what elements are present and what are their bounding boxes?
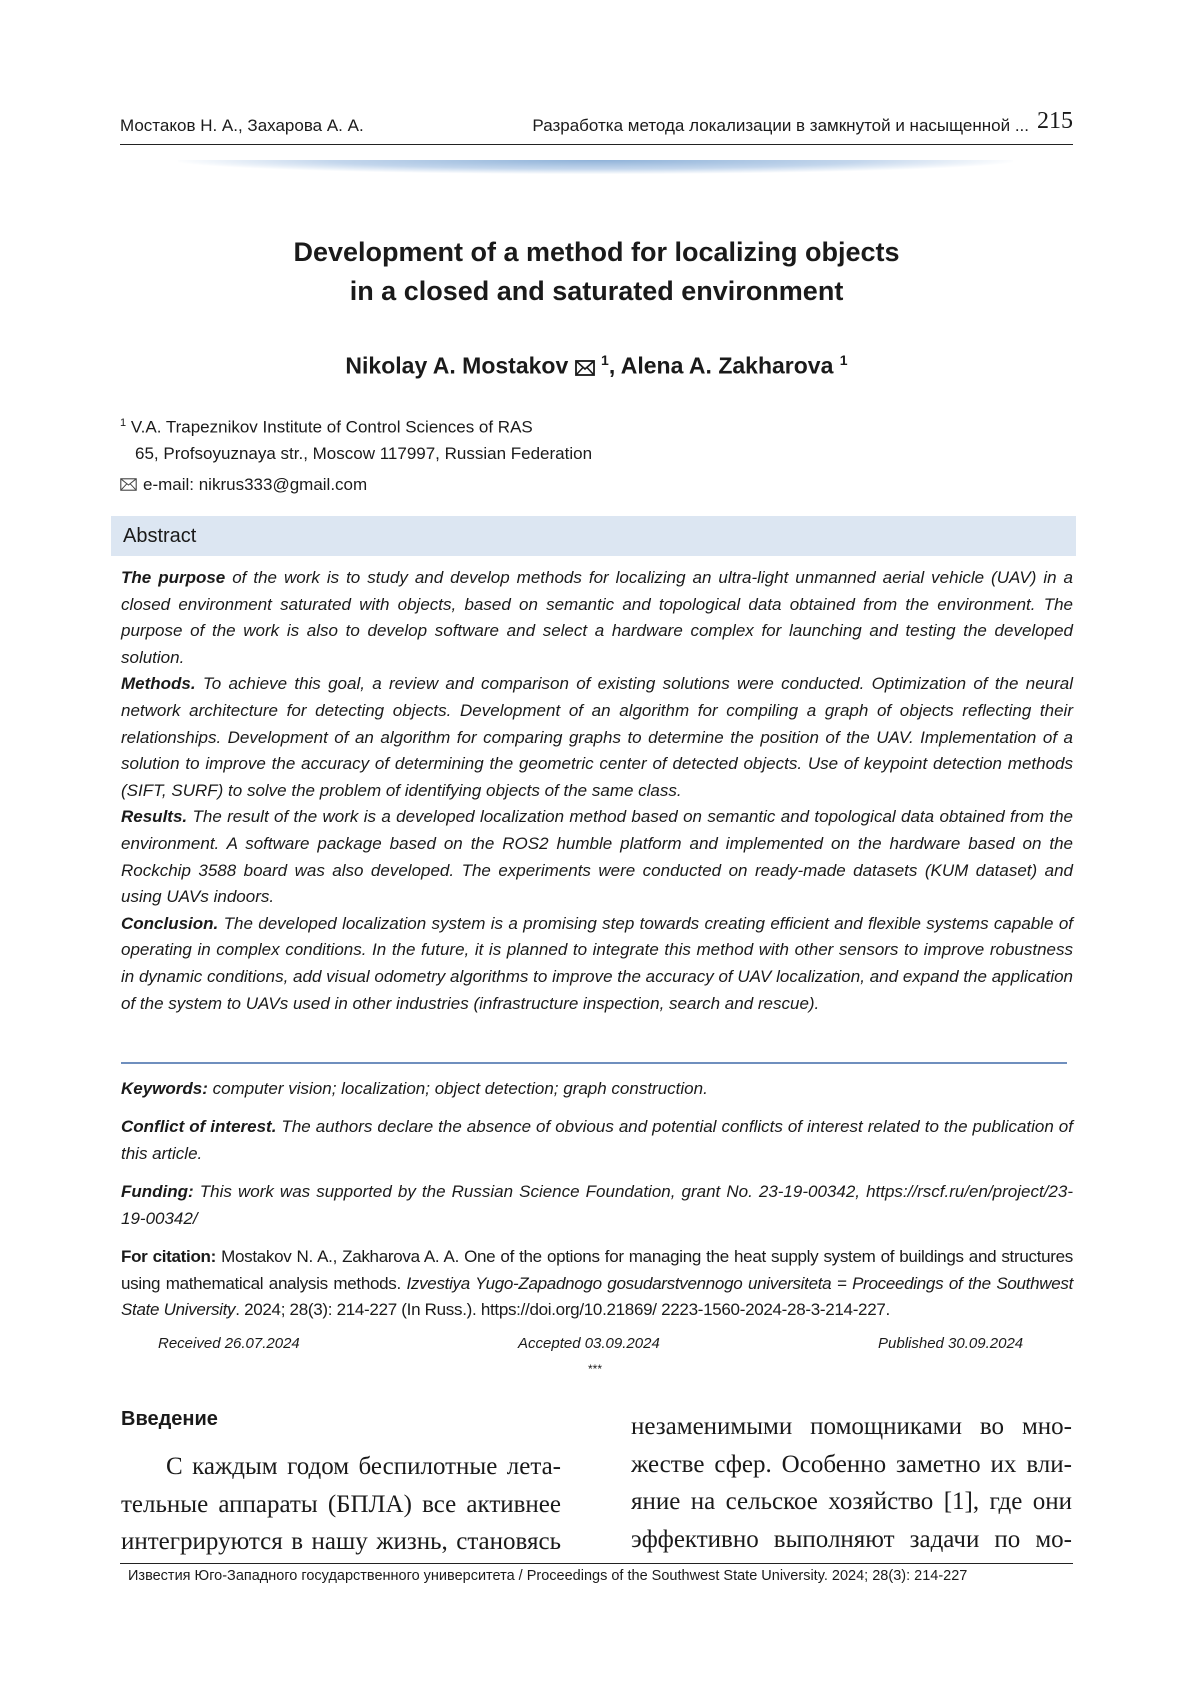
envelope-icon bbox=[575, 355, 595, 382]
body-line: жестве сфер. Особенно заметно их вли- bbox=[631, 1450, 1072, 1478]
abstract-heading: Abstract bbox=[123, 525, 197, 547]
citation-doi: . 2024; 28(3): 214-227 (In Russ.). https://doi.org/10.21869/ 2223-1560-2024-28-3-214-227. bbox=[235, 1300, 890, 1320]
running-head bbox=[120, 108, 1073, 145]
citation bbox=[121, 1244, 1073, 1324]
body-line: яние на сельское хозяйство [1], где они bbox=[631, 1488, 1072, 1515]
abstract-methods bbox=[121, 671, 1073, 804]
intro-heading: Введение bbox=[121, 1408, 218, 1430]
contact-email bbox=[120, 475, 367, 496]
article-title bbox=[120, 233, 1073, 311]
funding-text: This work was supported by the Russian Science Foundation, grant No. 23-19-00342, https://rscf.ru/en/project/23-19-00342/ bbox=[121, 1182, 1073, 1228]
email-address: e-mail: nikrus333@gmail.com bbox=[143, 475, 368, 494]
body-line: незаменимыми помощниками во мно- bbox=[631, 1413, 1072, 1440]
abstract-conclusion bbox=[121, 911, 1073, 1017]
body-line: эффективно выполняют задачи по мо- bbox=[631, 1525, 1072, 1553]
author-separator: , bbox=[608, 352, 616, 379]
abstract-heading-bar bbox=[111, 516, 1076, 556]
author-affiliation-marker: 1 bbox=[839, 352, 848, 368]
article-title-line-2: in a closed and saturated environment bbox=[349, 276, 844, 306]
abstract-purpose-label: The purpose bbox=[121, 568, 226, 587]
article-title-line-1: Development of a method for localizing objects bbox=[293, 237, 900, 267]
abstract-results-label: Results. bbox=[121, 807, 188, 827]
envelope-icon bbox=[120, 476, 137, 496]
affiliation-marker: 1 bbox=[120, 417, 127, 429]
abstract-results-text: The result of the work is a developed localization method based on semantic and topological data obtained from the environment. A software package based on the ROS2 humble platform and implemented on the hardware based on the Rockchip 3588 board was also developed. The experiments were conducted on ready-made datasets (KUM dataset) and using UAVs indoors. bbox=[121, 807, 1073, 907]
abstract-conclusion-text: The developed localization system is a promising step towards creating efficient and flexible systems capable of operating in complex conditions. In the future, it is planned to integrate this method with other sensors to improve robustness in dynamic conditions, add visual odometry algorithms to improve the accuracy of UAV localization, and expand the application of the system to UAVs used in other industries (infrastructure inspection, search and rescue). bbox=[121, 913, 1073, 1013]
body-column-left bbox=[121, 1448, 561, 1561]
author-name: Alena A. Zakharova bbox=[620, 352, 834, 379]
conflict-label: Conflict of interest. bbox=[121, 1117, 277, 1136]
affiliation bbox=[120, 410, 592, 467]
footer-journal-citation: Известия Юго-Западного государственного университета / Proceedings of the Southwest State University. 2024; 28(3): 214-227 bbox=[128, 1568, 968, 1584]
conflict-of-interest bbox=[121, 1114, 1073, 1167]
abstract-methods-text: To achieve this goal, a review and comparison of existing solutions were conducted. Optimization of the neural network architecture for detecting objects. Development of an algorithm for compiling a graph of objects reflecting their relationships. Development of an algorithm for comparing graphs to determine the position of the UAV. Implementation of a solution to improve the accuracy of determining the geometric center of detected objects. Use of keypoint detection methods (SIFT, SURF) to solve the problem of identifying objects of the same class. bbox=[121, 674, 1073, 800]
affiliation-institute: V.A. Trapeznikov Institute of Control Sciences of RAS bbox=[130, 417, 533, 437]
abstract-purpose-text: of the work is to study and develop methods for localizing an ultra-light unmanned aerial vehicle (UAV) in a closed environment saturated with objects, based on semantic and topological data obtained from the environment. The purpose of the work is also to develop software and select a hardware complex for launching and testing the developed solution. bbox=[121, 568, 1073, 667]
author-name: Nikolay A. Mostakov bbox=[345, 352, 569, 379]
body-column-right bbox=[631, 1408, 1072, 1558]
citation-journal: Izvestiya Yugo-Zapadnogo gosudarstvennogo universiteta = Proceedings of the Southwest State University bbox=[121, 1273, 1073, 1320]
author-list bbox=[120, 352, 1073, 382]
header-decoration bbox=[178, 160, 1013, 174]
conflict-text: The authors declare the absence of obvious and potential conflicts of interest related to the publication of this article. bbox=[121, 1117, 1073, 1163]
body-line: тельные аппараты (БПЛА) все активнее bbox=[121, 1490, 561, 1518]
running-head-authors: Мостаков Н. А., Захарова А. А. bbox=[120, 116, 364, 135]
abstract-divider bbox=[121, 1062, 1067, 1064]
abstract-conclusion-label: Conclusion. bbox=[121, 913, 219, 933]
abstract-body bbox=[121, 565, 1073, 1017]
page-footer bbox=[120, 1563, 1073, 1584]
keywords-text: computer vision; localization; object detection; graph construction. bbox=[207, 1079, 708, 1098]
keywords-label: Keywords: bbox=[121, 1079, 208, 1098]
published-date: Published 30.09.2024 bbox=[878, 1335, 1024, 1352]
abstract-purpose bbox=[121, 565, 1073, 671]
received-date: Received 26.07.2024 bbox=[158, 1335, 300, 1352]
funding-label: Funding: bbox=[121, 1182, 194, 1201]
running-head-title: Разработка метода локализации в замкнутой и насыщенной ... bbox=[532, 116, 1029, 135]
funding bbox=[121, 1179, 1073, 1232]
keywords bbox=[121, 1076, 1073, 1103]
abstract-methods-label: Methods. bbox=[121, 674, 196, 694]
section-separator: *** bbox=[588, 1362, 603, 1376]
citation-text: Mostakov N. A., Zakharova A. A. One of the options for managing the heat supply system of buildings and structures using mathematical analysis methods. bbox=[121, 1247, 1073, 1293]
affiliation-address: 65, Profsoyuznaya str., Moscow 117997, Russian Federation bbox=[135, 443, 593, 463]
citation-label: For citation: bbox=[121, 1247, 216, 1266]
page-number: 215 bbox=[1037, 108, 1073, 134]
author-affiliation-marker: 1 bbox=[601, 352, 609, 368]
body-line: интегрируются в нашу жизнь, становясь bbox=[121, 1528, 561, 1555]
accepted-date: Accepted 03.09.2024 bbox=[518, 1335, 660, 1352]
abstract-results bbox=[121, 804, 1073, 910]
body-line: С каждым годом беспилотные лета- bbox=[166, 1453, 561, 1480]
